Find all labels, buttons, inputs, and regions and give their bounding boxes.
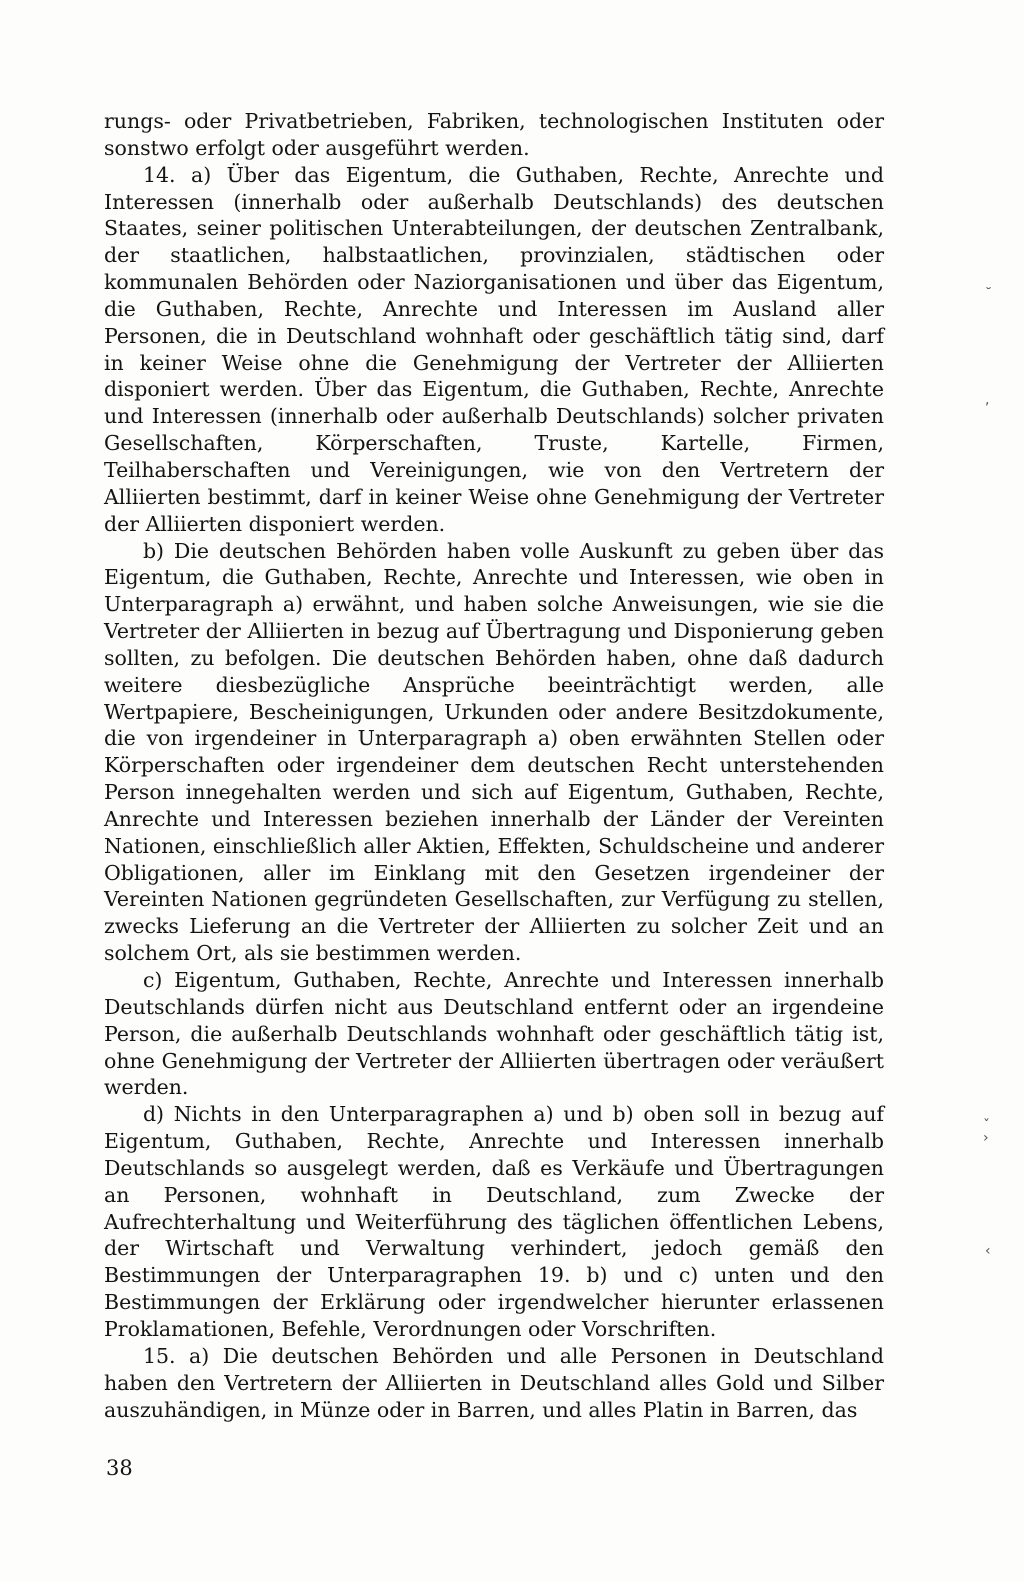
paragraph-14a: 14. a) Über das Eigentum, die Guthaben, Rechte, Anrechte und Interessen (innerhalb oder außerhalb Deutschlands) des deutschen Staates, seiner politischen Unterabteilungen, der deutschen Zentralbank, der staatlichen, halbstaatlichen, provinzialen, städtischen oder kommunalen Behörden oder Naziorganisationen und über das Eigentum, die Guthaben, Rechte, Anrechte und Interessen im Ausland aller Personen, die in Deutschland wohnhaft oder geschäftlich tätig sind, darf in keiner Weise ohne die Genehmigung der Vertreter der Alliierten disponiert werden. Über das Eigentum, die Guthaben, Rechte, Anrechte und Interessen (innerhalb oder außerhalb Deutschlands) solcher privaten Gesellschaften, Körperschaften, Truste, Kartelle, Firmen, Teilhaberschaften und Vereinigungen, wie von den Vertretern der Alliierten bestimmt, darf in keiner Weise ohne Genehmigung der Vertreter der Alliierten disponiert werden. [104, 162, 884, 536]
paragraph-14c: c) Eigentum, Guthaben, Rechte, Anrechte und Interessen innerhalb Deutschlands dürfen nicht aus Deutschland entfernt oder an irgendeine Person, die außerhalb Deutschlands wohnhaft oder geschäftlich tätig ist, ohne Genehmigung der Vertreter der Alliierten übertragen oder veräußert werden. [104, 968, 884, 1100]
body-text [104, 108, 884, 1423]
scan-mark: ‹ [985, 1243, 991, 1259]
paragraph-continuation: rungs- oder Privatbetrieben, Fabriken, technologischen Instituten oder sonstwo erfolgt oder ausgeführt werden. [104, 109, 884, 160]
paragraph-14d: d) Nichts in den Unterparagraphen a) und b) oben soll in bezug auf Eigentum, Guthaben, Rechte, Anrechte und Interessen innerhalb Deutschlands so ausgelegt werden, daß es Verkäufe und Übertragungen an Personen, wohnhaft in Deutschland, zum Zwecke der Aufrechterhaltung und Weiterführung des täglichen öffentlichen Lebens, der Wirtschaft und Verwaltung verhindert, jedoch gemäß den Bestimmungen der Unterparagraphen 19. b) und c) unten und den Bestimmungen der Erklärung oder irgendwelcher hierunter erlassenen Proklamationen, Befehle, Verordnungen oder Vorschriften. [104, 1102, 884, 1341]
scan-mark: ˘ [985, 286, 992, 302]
scan-mark: , [985, 392, 990, 408]
scan-mark: ˇ [983, 1118, 990, 1134]
paragraph-14b: b) Die deutschen Behörden haben volle Auskunft zu geben über das Eigentum, die Guthaben, Rechte, Anrechte und Interessen, wie oben in Unterparagraph a) erwähnt, und haben solche Anweisungen, wie sie die Vertreter der Alliierten in bezug auf Übertragung und Disponierung geben sollten, zu befolgen. Die deutschen Behörden haben, ohne daß dadurch weitere diesbezügliche Ansprüche beeinträchtigt werden, alle Wertpapiere, Bescheinigungen, Urkunden oder andere Besitzdokumente, die von irgendeiner in Unterparagraph a) oben erwähnten Stellen oder Körperschaften oder irgendeiner dem deutschen Recht unterstehenden Person innegehalten werden und sich auf Eigentum, Guthaben, Rechte, Anrechte und Interessen beziehen innerhalb der Länder der Vereinten Nationen, einschließlich aller Aktien, Effekten, Schuldscheine und anderer Obligationen, aller im Einklang mit den Gesetzen irgendeiner der Vereinten Nationen gegründeten Gesellschaften, zur Verfügung zu stellen, zwecks Lieferung an die Vertreter der Alliierten zu solcher Zeit und an solchem Ort, als sie bestimmen werden. [104, 538, 884, 966]
scan-mark: › [983, 1130, 989, 1146]
paragraph-15a: 15. a) Die deutschen Behörden und alle Personen in Deutschland haben den Vertretern der Alliierten in Deutschland alles Gold und Silber auszuhändigen, in Münze oder in Barren, und alles Platin in Barren, das [104, 1343, 884, 1422]
page-number: 38 [106, 1456, 133, 1480]
